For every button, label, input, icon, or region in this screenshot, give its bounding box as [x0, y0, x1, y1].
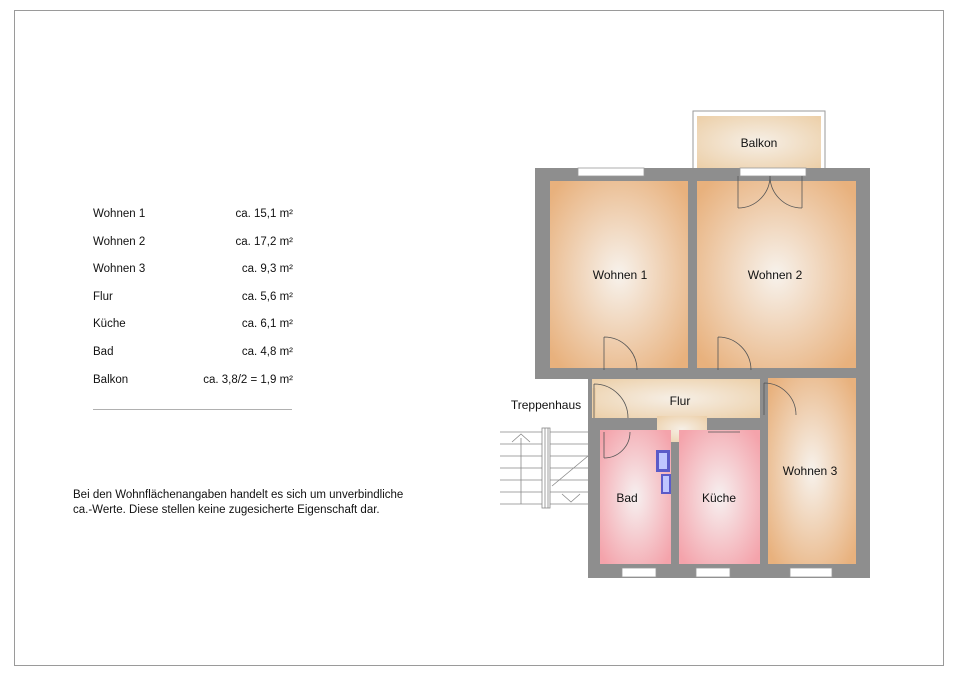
label-wohnen-2: Wohnen 2 [747, 268, 803, 282]
label-kueche: Küche [701, 491, 737, 505]
area-name: Wohnen 1 [93, 208, 146, 220]
area-name: Wohnen 2 [93, 235, 146, 248]
disclaimer-line-1: Bei den Wohnflächenangaben handelt es sich um unverbindliche [73, 489, 404, 501]
area-value: ca. 9,3 m² [241, 263, 293, 276]
area-value: ca. 6,1 m² [241, 318, 293, 331]
area-name: Bad [93, 345, 114, 358]
area-value: ca. 17,2 m² [235, 235, 293, 248]
label-wohnen-1: Wohnen 1 [592, 268, 648, 282]
area-name: Küche [93, 318, 126, 331]
staircase [500, 428, 588, 508]
label-balkon: Balkon [740, 136, 778, 150]
disclaimer-line-2: ca.-Werte. Diese stellen keine zugesicherte Eigenschaft dar. [73, 503, 380, 516]
label-flur: Flur [669, 394, 691, 408]
label-treppenhaus: Treppenhaus [510, 398, 582, 412]
area-value: ca. 3,8/2 = 1,9 m² [203, 373, 293, 386]
area-name: Balkon [93, 373, 129, 386]
area-value: ca. 5,6 m² [241, 290, 293, 303]
area-name: Flur [93, 290, 113, 303]
label-bad: Bad [616, 491, 638, 505]
label-wohnen-3: Wohnen 3 [782, 464, 838, 478]
area-value: ca. 15,1 m² [235, 208, 293, 220]
area-value: ca. 4,8 m² [241, 345, 293, 358]
area-name: Wohnen 3 [93, 263, 146, 276]
